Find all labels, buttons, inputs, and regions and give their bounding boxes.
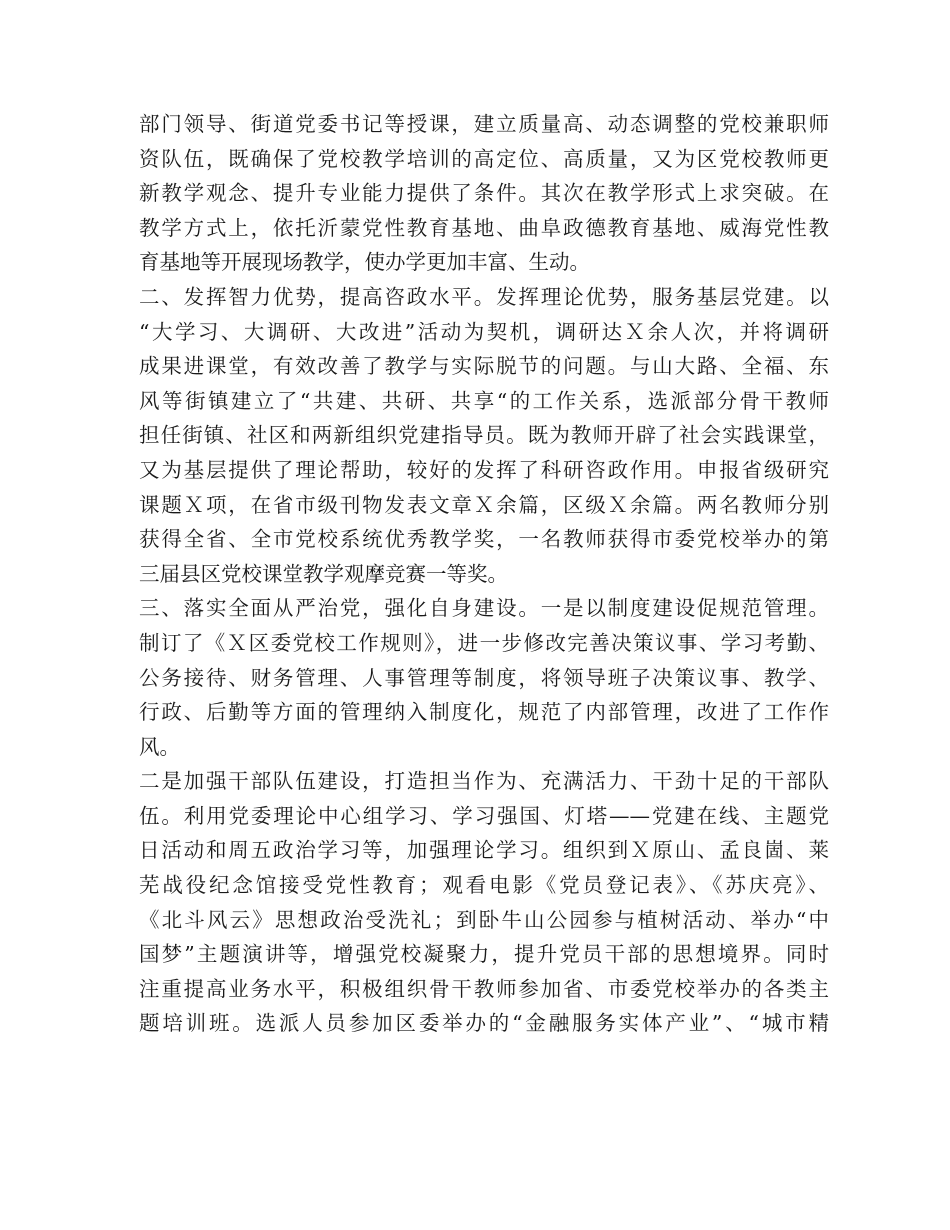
text-line: 部门领导、街道党委书记等授课，建立质量高、动态调整的党校兼职师: [139, 112, 829, 136]
text-line: 制订了《Ｘ区委党校工作规则》，进一步修改完善决策议事、学习考勤、: [139, 630, 829, 655]
text-line: 育基地等开展现场教学，使办学更加丰富、生动。: [139, 250, 590, 275]
text-line: 行政、后勤等方面的管理纳入制度化，规范了内部管理，改进了工作作: [139, 700, 829, 725]
text-line: 风。: [139, 734, 180, 759]
text-line: 二、发挥智力优势，提高咨政水平。发挥理论优势，服务基层党建。以: [139, 284, 829, 309]
text-line: 注重提高业务水平，积极组织骨干教师参加省、市委党校举办的各类主: [139, 976, 829, 1001]
text-line: 日活动和周五政治学习等，加强理论学习。组织到Ｘ原山、孟良崮、莱: [139, 838, 829, 863]
text-line: 二是加强干部队伍建设，打造担当作为、充满活力、干劲十足的干部队: [139, 769, 829, 794]
text-line: 三届县区党校课堂教学观摩竞赛一等奖。: [139, 561, 508, 586]
text-line: 国梦”主题演讲等，增强党校凝聚力，提升党员干部的思想境界。同时: [139, 942, 829, 967]
text-line: 获得全省、全市党校系统优秀教学奖，一名教师获得市委党校举办的第: [139, 527, 829, 552]
text-line: 新教学观念、提升专业能力提供了条件。其次在教学形式上求突破。在: [139, 181, 829, 206]
text-line: “大学习、大调研、大改进”活动为契机，调研达Ｘ余人次，并将调研: [139, 319, 829, 344]
text-line: 资队伍，既确保了党校教学培训的高定位、高质量，又为区党校教师更: [139, 146, 829, 171]
text-line: 三、落实全面从严治党，强化自身建设。一是以制度建设促规范管理。: [139, 596, 829, 621]
text-line: 又为基层提供了理论帮助，较好的发挥了科研咨政作用。申报省级研究: [139, 457, 829, 482]
text-line: 成果进课堂，有效改善了教学与实际脱节的问题。与山大路、全福、东: [139, 354, 829, 379]
text-line: 风等街镇建立了“共建、共研、共享“的工作关系，选派部分骨干教师: [139, 388, 829, 413]
text-line: 芜战役纪念馆接受党性教育；观看电影《党员登记表》、《苏庆亮》、: [139, 873, 829, 898]
text-line: 伍。利用党委理论中心组学习、学习强国、灯塔——党建在线、主题党: [139, 803, 829, 828]
text-line: 《北斗风云》思想政治受洗礼；到卧牛山公园参与植树活动、举办“中: [139, 907, 829, 932]
text-line: 教学方式上，依托沂蒙党性教育基地、曲阜政德教育基地、威海党性教: [139, 215, 829, 240]
text-line: 题培训班。选派人员参加区委举办的“金融服务实体产业”、“城市精: [139, 1011, 829, 1036]
text-line: 担任街镇、社区和两新组织党建指导员。既为教师开辟了社会实践课堂，: [139, 423, 829, 448]
text-line: 课题Ｘ项，在省市级刊物发表文章Ｘ余篇，区级Ｘ余篇。两名教师分别: [139, 492, 829, 517]
text-line: 公务接待、财务管理、人事管理等制度，将领导班子决策议事、教学、: [139, 665, 829, 690]
document-body: [139, 107, 829, 1041]
